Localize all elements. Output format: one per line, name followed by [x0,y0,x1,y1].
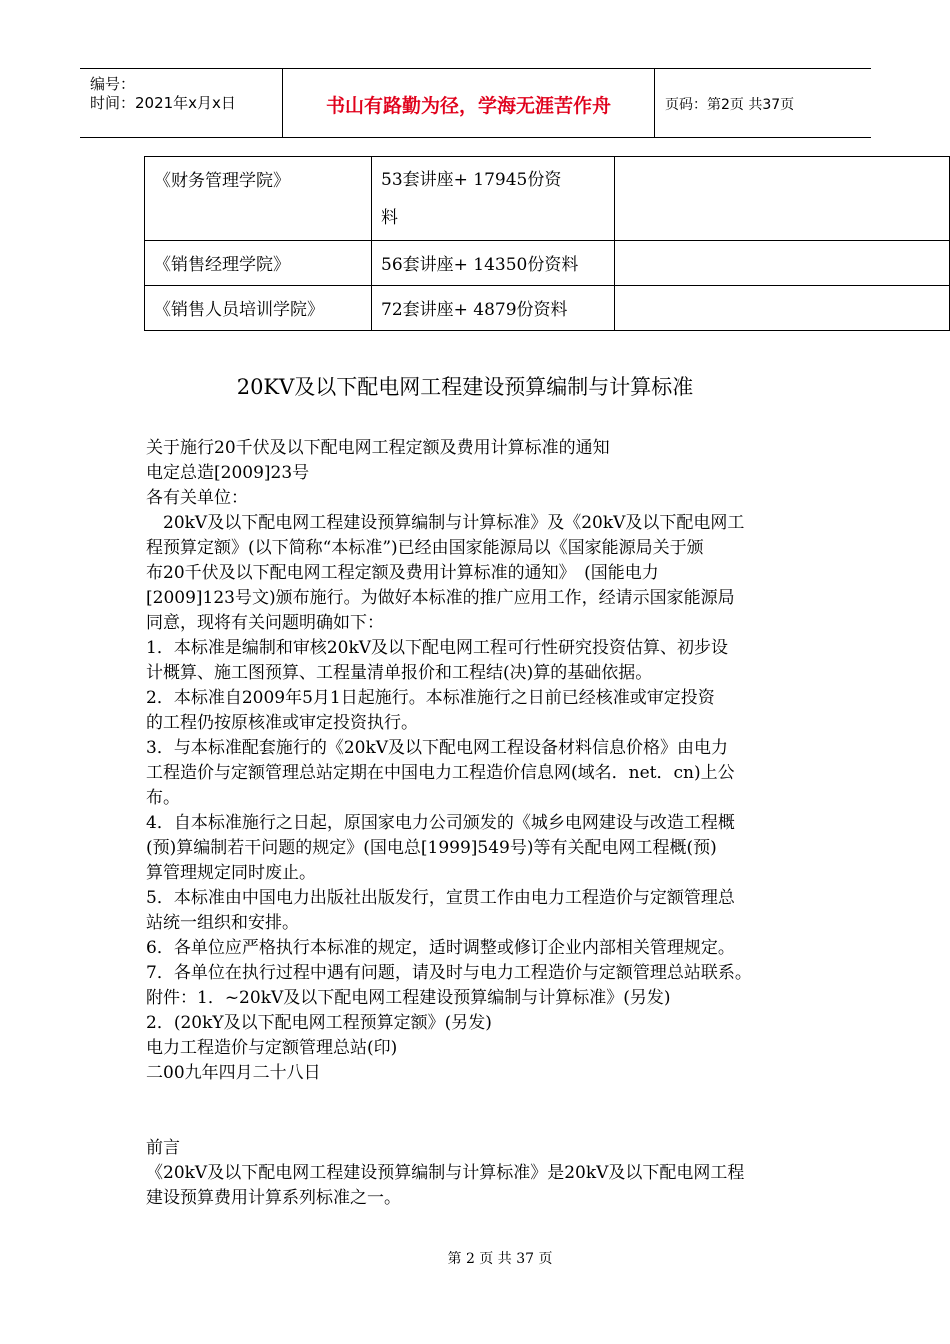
table-row [145,157,950,241]
text-line: 4．自本标准施行之日起，原国家电力公司颁发的《城乡电网建设与改造工程概 [146,813,735,833]
motto-text: 书山有路勤为径，学海无涯苦作舟 [325,95,611,117]
document-body [146,436,826,1211]
text-line: 布20千伏及以下配电网工程定额及费用计算标准的通知》 (国能电力 [146,563,659,583]
catalog-extra-cell [615,286,950,331]
text-line: 附件：1．~20kV及以下配电网工程建设预算编制与计算标准》(另发) [146,988,671,1008]
table-row [145,241,950,286]
text-line: 布。 [146,788,180,808]
catalog-desc-cell: 56套讲座+ 14350份资料 [372,241,615,286]
catalog-name-cell: 《销售人员培训学院》 [145,286,372,331]
text-line: 20kV及以下配电网工程建设预算编制与计算标准》及《20kV及以下配电网工 [146,513,745,533]
text-line: 前言 [146,1138,180,1158]
catalog-extra-cell [615,241,950,286]
catalog-extra-cell [615,157,950,241]
text-line: 电定总造[2009]23号 [146,463,310,483]
catalog-desc-line: 料 [381,208,398,228]
page-footer: 第 2 页 共 37 页 [447,1251,553,1267]
paragraph-gap [146,1086,826,1136]
text-line: 的工程仍按原核准或审定投资执行。 [146,713,418,733]
page-header [80,68,871,138]
text-line: 关于施行20千伏及以下配电网工程定额及费用计算标准的通知 [146,438,610,458]
text-line: 1．本标准是编制和审核20kV及以下配电网工程可行性研究投资估算、初步设 [146,638,729,658]
text-line: [2009]123号文)颁布施行。为做好本标准的推广应用工作，经请示国家能源局 [146,588,735,608]
text-line: 算管理规定同时废止。 [146,863,316,883]
text-line: 电力工程造价与定额管理总站(印) [146,1038,398,1058]
text-line: 3．与本标准配套施行的《20kV及以下配电网工程设备材料信息价格》由电力 [146,738,729,758]
text-line: 工程造价与定额管理总站定期在中国电力工程造价信息网(域名．net．cn)上公 [146,763,735,783]
catalog-desc-cell [372,157,615,241]
header-page-cell [655,69,871,137]
document-title: 20KV及以下配电网工程建设预算编制与计算标准 [236,375,694,399]
header-meta-cell [80,69,283,137]
text-line: 二00九年四月二十八日 [146,1063,321,1083]
text-line: 程预算定额》(以下简称“本标准”)已经由国家能源局以《国家能源局关于颁 [146,538,704,558]
table-row [145,286,950,331]
text-line: 2．本标准自2009年5月1日起施行。本标准施行之日前已经核准或审定投资 [146,688,715,708]
text-line: 计概算、施工图预算、工程量清单报价和工程结(决)算的基础依据。 [146,663,653,683]
text-line: 6．各单位应严格执行本标准的规定，适时调整或修订企业内部相关管理规定。 [146,938,735,958]
text-line: 7．各单位在执行过程中遇有问题，请及时与电力工程造价与定额管理总站联系。 [146,963,752,983]
catalog-desc-line: 53套讲座+ 17945份资 [381,170,562,190]
text-line: (预)算编制若干问题的规定》(国电总[1999]549号)等有关配电网工程概(预) [146,838,717,858]
text-line: 《20kV及以下配电网工程建设预算编制与计算标准》是20kV及以下配电网工程 [146,1163,745,1183]
notice-text [146,436,826,1086]
text-line: 同意，现将有关问题明确如下： [146,613,384,633]
text-line: 站统一组织和安排。 [146,913,299,933]
date-label: 时间：2021年x月x日 [90,94,236,112]
serial-label: 编号： [90,75,136,93]
text-line: 建设预算费用计算系列标准之一。 [146,1188,401,1208]
catalog-desc-cell: 72套讲座+ 4879份资料 [372,286,615,331]
catalog-name-cell: 《销售经理学院》 [145,241,372,286]
page-number-label: 页码：第2页 共37页 [665,97,795,113]
catalog-table [144,156,950,331]
text-line: 5．本标准由中国电力出版社出版发行，宣贯工作由电力工程造价与定额管理总 [146,888,735,908]
text-line: 各有关单位： [146,488,248,508]
header-motto-cell [283,69,655,137]
text-line: 2．(20kY及以下配电网工程预算定额》(另发) [146,1013,492,1033]
catalog-name-cell: 《财务管理学院》 [145,157,372,241]
preface-text [146,1136,826,1211]
